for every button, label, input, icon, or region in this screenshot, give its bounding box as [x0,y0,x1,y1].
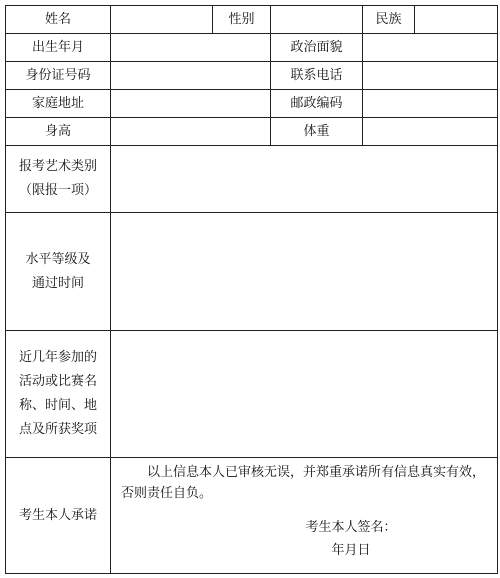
row-height [6,118,498,146]
birth-date-label: 出生年月 [6,34,111,62]
phone-field[interactable] [363,62,498,90]
address-field[interactable] [111,90,271,118]
promise-text: 以上信息本人已审核无误，并郑重承诺所有信息真实有效，否则责任自负。 [121,465,486,501]
art-category-label-line2: （限报一项） [18,183,97,198]
row-address [6,90,498,118]
art-category-label-line1: 报考艺术类别 [18,159,97,174]
political-status-label: 政治面貌 [271,34,363,62]
phone-label: 联系电话 [271,62,363,90]
political-status-field[interactable] [363,34,498,62]
name-field[interactable] [111,6,213,34]
row-id [6,62,498,90]
signature-label: 考生本人签名： [305,520,397,535]
promise-content [111,458,498,574]
address-label: 家庭地址 [6,90,111,118]
row-birth [6,34,498,62]
activities-label-line1: 近几年参加的 [18,350,97,365]
ethnicity-label: 民族 [363,6,415,34]
activities-label-line2: 活动或比赛名 [18,374,97,389]
activities-label-line4: 点及所获奖项 [18,422,97,437]
weight-label: 体重 [271,118,363,146]
postal-code-field[interactable] [363,90,498,118]
ethnicity-field[interactable] [415,6,498,34]
row-level [6,213,498,331]
level-label-line2: 通过时间 [31,275,84,291]
gender-label: 性别 [213,6,271,34]
gender-field[interactable] [271,6,363,34]
level-label-line1: 水平等级及 [25,251,91,267]
date-label: 年月日 [331,543,371,558]
art-category-label [6,146,111,213]
art-category-field[interactable] [111,146,498,213]
registration-form-table [5,5,498,574]
row-name [6,6,498,34]
postal-code-label: 邮政编码 [271,90,363,118]
id-number-label: 身份证号码 [6,62,111,90]
row-activities [6,331,498,458]
height-label: 身高 [6,118,111,146]
birth-date-field[interactable] [111,34,271,62]
row-promise [6,458,498,574]
activities-label-line3: 称、时间、地 [18,398,97,413]
id-number-field[interactable] [111,62,271,90]
promise-label: 考生本人承诺 [6,458,111,574]
level-label [6,213,111,331]
activities-label [6,331,111,458]
level-field[interactable] [111,213,498,331]
weight-field[interactable] [363,118,498,146]
row-art-category [6,146,498,213]
name-label: 姓名 [6,6,111,34]
activities-field[interactable] [111,331,498,458]
height-field[interactable] [111,118,271,146]
